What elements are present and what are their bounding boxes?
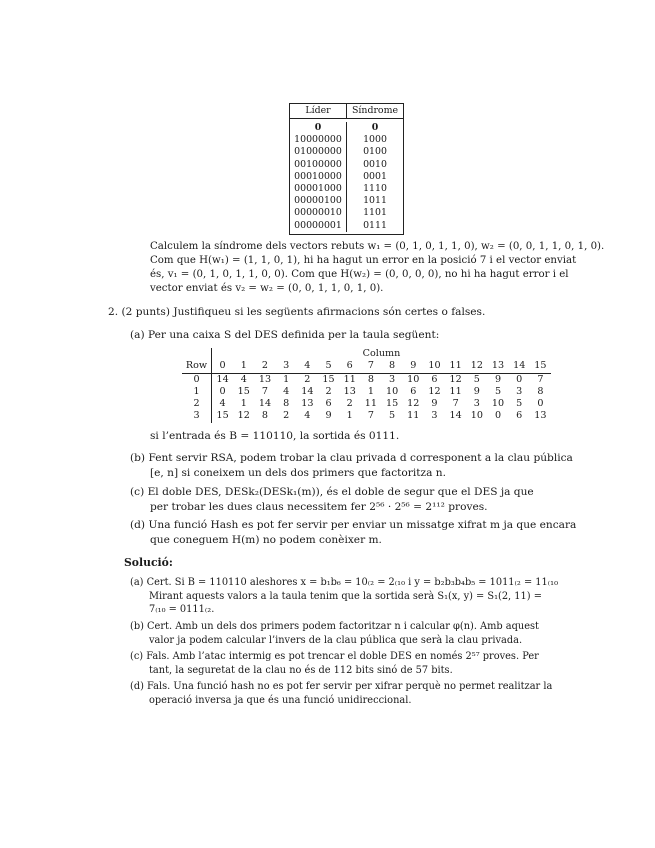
- table-cell: 11: [343, 373, 356, 385]
- item-text: Cert. Si B = 110110 aleshores x = b₁b₆ = 10₍₂ = 2₍₁₀ i y = b₂b₃b₄b₅ = 1011₍₂ = 11₍₁₀: [146, 577, 559, 588]
- item-d: [130, 518, 576, 548]
- syndrome-cell: 0010: [363, 158, 387, 170]
- table-row: [182, 374, 551, 386]
- table-cell: 10: [407, 373, 420, 385]
- item-text: valor ja podem calcular l’invers de la clau pública que serà la clau privada.: [149, 634, 523, 646]
- column-header: 5: [325, 360, 332, 372]
- item-text: per trobar les dues claus necessitem fer 2⁵⁶ · 2⁵⁶ = 2¹¹² proves.: [150, 501, 488, 513]
- table-cell: 6: [325, 398, 332, 410]
- row-label: 3: [182, 410, 212, 422]
- table-cell: 2: [283, 410, 290, 422]
- table-cell: 4: [283, 385, 290, 397]
- header-leader: Líder: [290, 104, 347, 118]
- table-cell: 15: [322, 373, 335, 385]
- table-cell: 3: [431, 410, 438, 422]
- item-label: (b): [130, 452, 146, 464]
- table-cell: 13: [534, 410, 547, 422]
- item-c: [130, 485, 534, 515]
- sbox-body: [182, 374, 551, 423]
- item-label: (d): [130, 519, 146, 531]
- column-header: 1: [240, 360, 247, 372]
- table-cell: 3: [516, 385, 523, 397]
- item-text: 7₍₁₀ = 0111₍₂.: [149, 604, 215, 615]
- leader-cell: 00100000: [290, 159, 347, 171]
- leader-cell: 00010000: [290, 171, 347, 183]
- table-row: [182, 386, 551, 398]
- table-row: [182, 398, 551, 410]
- syndrome-table: [289, 103, 404, 235]
- syndrome-cell: 0001: [363, 170, 387, 182]
- item-a-result: si l’entrada és B = 110110, la sortida és 0111.: [150, 430, 400, 442]
- table-cell: 5: [389, 410, 396, 422]
- item-label: (d): [130, 681, 144, 692]
- table-row: [290, 195, 403, 207]
- leader-cell: 00001000: [290, 183, 347, 195]
- column-header: 11: [449, 360, 462, 372]
- item-b: [130, 451, 573, 481]
- table-cell: 0: [537, 398, 544, 410]
- table-cell: 7: [367, 410, 374, 422]
- table-cell: 11: [449, 385, 462, 397]
- column-header: 10: [428, 360, 441, 372]
- table-cell: 11: [364, 398, 378, 410]
- column-header: 9: [410, 360, 417, 372]
- table-cell: 12: [428, 385, 441, 397]
- item-label: (a): [130, 577, 144, 588]
- table-cell: 15: [237, 385, 250, 397]
- item-text: Fals. Una funció hash no es pot fer servir per xifrar perquè no permet realitzar la: [147, 681, 553, 692]
- table-row: [290, 134, 403, 146]
- item-label: (a): [130, 329, 145, 341]
- intro-line: Calculem la síndrome dels vectors rebuts w₁ = (0, 1, 0, 1, 1, 0), w₂ = (0, 0, 1, 1, 0, 1, 0).: [150, 241, 605, 252]
- table-cell: 7: [452, 398, 459, 410]
- syndrome-rows: [290, 134, 403, 234]
- syndrome-cell: 1011: [363, 195, 387, 207]
- column-header: 15: [534, 360, 547, 372]
- item-text: Mirant aquests valors a la taula tenim que la sortida serà S₁(x, y) = S₁(2, 11) =: [149, 590, 542, 602]
- solution-b: [130, 620, 539, 647]
- table-cell: 13: [258, 373, 272, 385]
- leader-cell: 01000000: [290, 146, 347, 158]
- column-header: 3: [283, 360, 290, 372]
- table-cell: 2: [325, 385, 332, 397]
- leader-cell: 10000000: [290, 134, 347, 146]
- syndrome-cell: 1000: [363, 134, 387, 146]
- item-text: operació inversa ja que és una funció unidireccional.: [149, 694, 412, 706]
- column-header: 7: [367, 360, 374, 372]
- table-cell: 5: [494, 385, 502, 397]
- solution-title: Solució:: [124, 556, 173, 569]
- column-header: 2: [261, 360, 269, 372]
- column-header: 13: [491, 360, 505, 372]
- question-number: 2.: [108, 306, 119, 318]
- syndrome-cell: 0: [371, 122, 379, 133]
- intro-line: vector enviat és v₂ = w₂ = (0, 0, 1, 1, 0, 1, 0).: [150, 283, 384, 294]
- sbox-header-row: [182, 360, 551, 373]
- table-cell: 9: [494, 373, 502, 385]
- table-cell: 3: [473, 398, 480, 410]
- table-cell: 11: [407, 410, 420, 422]
- table-row-zero: [290, 122, 403, 134]
- column-header: 6: [346, 360, 353, 372]
- table-row: [290, 207, 403, 219]
- sbox-title-row: [182, 348, 551, 360]
- column-header: 0: [219, 360, 226, 372]
- table-cell: 1: [240, 398, 247, 410]
- syndrome-cell: 0100: [363, 146, 387, 158]
- table-cell: 0: [219, 385, 226, 397]
- leader-cell: 00000001: [290, 220, 347, 232]
- table-cell: 5: [473, 373, 480, 385]
- row-label: 2: [182, 398, 212, 410]
- row-title: Row: [182, 360, 212, 372]
- question-text: (2 punts) Justifiqueu si les següents afirmacions són certes o falses.: [121, 306, 486, 318]
- table-cell: 4: [219, 398, 226, 410]
- table-cell: 0: [516, 373, 523, 385]
- table-cell: 7: [261, 385, 269, 397]
- table-cell: 8: [261, 410, 269, 422]
- table-cell: 15: [385, 398, 399, 410]
- row-label: 0: [182, 374, 212, 386]
- item-a: [130, 328, 439, 342]
- table-cell: 9: [325, 410, 332, 422]
- question-2-heading: [108, 305, 485, 319]
- syndrome-table-header: [290, 104, 403, 119]
- table-cell: 3: [389, 373, 396, 385]
- solution-c: [130, 650, 539, 677]
- table-cell: 9: [473, 385, 480, 397]
- intro-line: Com que H(w₁) = (1, 1, 0, 1), hi ha hagut un error en la posició 7 i el vector enviat: [150, 255, 577, 266]
- table-cell: 14: [216, 373, 229, 385]
- table-cell: 13: [301, 398, 314, 410]
- table-row: [290, 146, 403, 158]
- item-text: Per una caixa S del DES definida per la taula següent:: [147, 329, 440, 341]
- column-title: Column: [362, 348, 401, 359]
- table-cell: 13: [343, 385, 356, 397]
- table-cell: 15: [216, 410, 229, 422]
- table-row: [290, 171, 403, 183]
- table-cell: 10: [491, 398, 505, 410]
- intro-paragraph: [150, 240, 604, 296]
- table-cell: 6: [410, 385, 417, 397]
- table-cell: 2: [304, 373, 311, 385]
- table-cell: 8: [283, 398, 290, 410]
- table-cell: 2: [346, 398, 353, 410]
- item-text: Fals. Amb l’atac intermig es pot trencar el doble DES en només 2⁵⁷ proves. Per: [146, 651, 539, 662]
- sbox-table: [182, 348, 551, 423]
- solution-d: [130, 680, 552, 707]
- table-cell: 4: [304, 410, 311, 422]
- intro-line: és, v₁ = (0, 1, 0, 1, 1, 0, 0). Com que H(w₂) = (0, 0, 0, 0), no hi ha hagut error i el: [150, 269, 569, 280]
- table-cell: 7: [537, 373, 544, 385]
- table-cell: 12: [449, 373, 462, 385]
- table-cell: 0: [494, 410, 502, 422]
- table-cell: 1: [346, 410, 353, 422]
- item-text: Cert. Amb un dels dos primers podem factoritzar n i calcular φ(n). Amb aquest: [147, 621, 539, 632]
- header-syndrome: Síndrome: [351, 105, 399, 116]
- table-cell: 6: [431, 373, 438, 385]
- item-text: Fent servir RSA, podem trobar la clau privada d corresponent a la clau pública: [148, 452, 573, 464]
- table-cell: 14: [301, 385, 314, 397]
- table-cell: 1: [283, 373, 290, 385]
- syndrome-cell: 1101: [363, 207, 387, 219]
- leader-cell: 00000010: [290, 207, 347, 219]
- item-label: (c): [130, 486, 145, 498]
- item-text: Una funció Hash es pot fer servir per enviar un missatge xifrat m ja que encara: [148, 519, 577, 531]
- table-row: [290, 159, 403, 171]
- table-cell: 8: [537, 385, 544, 397]
- table-row: [290, 183, 403, 195]
- column-header: 12: [470, 360, 483, 372]
- syndrome-cell: 1110: [363, 182, 387, 194]
- table-cell: 10: [385, 385, 399, 397]
- table-cell: 1: [367, 385, 374, 397]
- table-cell: 8: [367, 373, 374, 385]
- item-text: tant, la seguretat de la clau no és de 112 bits sinó de 57 bits.: [149, 664, 453, 676]
- row-label: 1: [182, 386, 212, 398]
- table-cell: 4: [240, 373, 247, 385]
- item-text: [e, n] si coneixem un dels dos primers que factoritza n.: [150, 467, 446, 479]
- table-cell: 12: [237, 410, 250, 422]
- leader-cell: 00000100: [290, 195, 347, 207]
- table-cell: 14: [258, 398, 272, 410]
- table-cell: 10: [470, 410, 483, 422]
- table-cell: 14: [449, 410, 462, 422]
- table-row: [182, 410, 551, 422]
- leader-cell: 0: [290, 122, 347, 134]
- table-cell: 12: [407, 398, 420, 410]
- table-cell: 5: [516, 398, 523, 410]
- syndrome-cell: 0111: [363, 219, 387, 231]
- table-row: [290, 220, 403, 232]
- item-text: que coneguem H(m) no podem conèixer m.: [150, 534, 382, 546]
- column-header: 14: [513, 360, 526, 372]
- column-header: 8: [389, 360, 396, 372]
- item-text: El doble DES, DESk₂(DESk₁(m)), és el doble de segur que el DES ja que: [147, 486, 534, 498]
- table-cell: 9: [431, 398, 438, 410]
- table-cell: 6: [516, 410, 523, 422]
- item-label: (b): [130, 621, 144, 632]
- item-label: (c): [130, 651, 144, 662]
- column-header: 4: [304, 360, 311, 372]
- solution-a: [130, 576, 558, 617]
